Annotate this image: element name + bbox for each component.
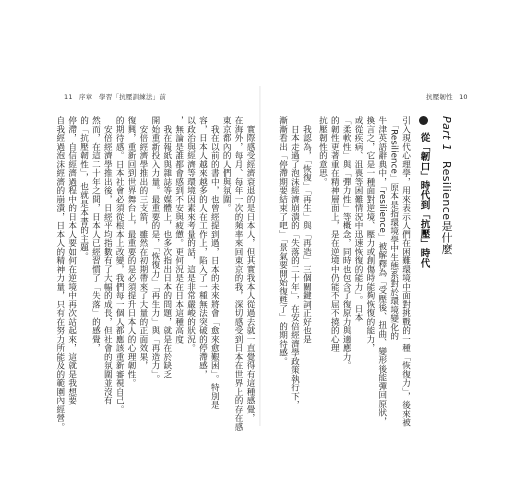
right-running-header [426,92,468,101]
right-page-text-line: 「柔軟性」與「彈力性」等概念，同時也包含了復原力與適應力。 [341,116,352,370]
left-page-text-line: 容，日本人越來越多的人在工作上，陷入了一種無法突破的停滯感， [197,116,208,379]
left-page-text-line: 東京都內的人們與氛圍。 [221,116,232,213]
left-page-text-line: 的期待感。日本社會必須從根本上改變，我們每一個人都應該重新審視自己。 [114,116,125,414]
right-page [278,116,468,426]
left-page-text-line: 安倍經濟學推出的三支箭，雖然在初期帶來了大量的正面效果， [137,116,148,370]
left-page-text-line: 的「抗壓韌性」，也就是本書的主題。 [78,116,89,261]
right-page-text-line: 的韌性更著重在精神層面上，是在逆境中仍能不屈不撓的心理 [329,116,340,353]
right-page-text-line: 引入現代心理學，用來表示人們在困難環境中面對挑戰的一種「恢復力」，後來被 [400,116,411,427]
right-page-text-line: 「Resilience」原本是指環境學中生態系對於環境變化的 [388,116,399,341]
right-page-text-line: 日本走過了泡沫經濟崩潰的「失落的二十年」，在安倍經濟學政策執行下， [289,116,300,410]
right-page-text-line [314,116,315,426]
left-page-text-line: 我在報紙與雜誌等媒體上，也多次指出日本的問題，就是在於缺乏 [161,116,172,379]
left-page-text-line: 在海外，每月、每年一次的頻率來回東京的我，深切感受到日本在世界上的存在感 [233,116,244,431]
left-page-text-line: 然而，在這二十年之間，日本人已經習慣了「失落」的感覺， [90,116,101,353]
left-page-number: 11 [64,93,73,101]
right-page-text-line: 牛津英語辭典中，「resilience」被解釋為「受壓後、扭曲、變形後能彈回原狀， [376,116,387,426]
right-page-text-line: 換言之，它是一種面對逆境、壓力或創傷時能夠恢復的能力， [364,116,375,353]
left-running-header [64,92,166,101]
right-page-text-line: 抗壓韌性的意思。 [317,116,328,186]
left-header-title: 序章 學習「抗壓訓練法」前 [78,93,167,101]
left-page-text-line: 我在以前的書中，也曾經提到過，日本的未來將會「愈來愈艱困」。特別是 [209,116,220,410]
left-page-text-line: 自我經過泡沫經濟的崩潰，日本人的精神力量，只有在努力所能及的範圍內經營。 [54,116,65,431]
right-header-title: 抗壓韌性 [426,93,453,101]
right-page-text-line: 漸漸看出「停滯期要結束了吧」「景氣要開始復甦了」的期待感。 [277,116,288,366]
section-heading [419,116,428,426]
page-gutter [259,86,261,426]
left-page-text-line: 停滯，自信經濟過程中的日本人要如何在逆境中再次站起來，這就是我想要 [66,116,77,405]
right-page-text-line: 我認為，「恢復」「再生」與「再造」三個關鍵詞正好也是 [301,116,312,344]
left-page-text-line: ，無論是誰都會感到不安與疲憊。更何況是在日本這種高度 [173,116,184,344]
right-page-text [278,116,428,426]
left-page-text-line: 開始重新投入力量。最重要的是，「恢復力」「再生力」與「再造力」。 [149,116,160,384]
right-page-text-line: 或從疾病、沮喪等困難情況中迅速恢復的能力」。日本 [353,116,364,322]
left-page-text-line: 復興，重新回到世界舞台上，最重要的是必須提升日本人的心理韌性。 [126,116,137,388]
part-title [438,116,454,426]
left-page [54,116,255,431]
section-heading-text: 從「韌口」時代到「抗壓」時代 [418,132,430,268]
heading-bullet-icon [419,116,428,125]
part-label: Part 1 [440,116,453,152]
left-page-text-line: 安倍經濟學推出後，日經平均指數有了大幅的成長，但社會的氛圍並沒有 [102,116,113,405]
right-page-number: 10 [459,93,468,101]
part-title-text: Resilience是什麼 [440,161,453,255]
left-page-text-line: 實際感受經濟衰退的是日本人，但其實我本人從過去就一直覺得有這種感覺， [245,116,255,423]
left-page-text [54,116,255,431]
left-page-text-line: 以政治與經濟等環境因素來考量的話，這是非常嚴峻的狀況。 [185,116,196,353]
